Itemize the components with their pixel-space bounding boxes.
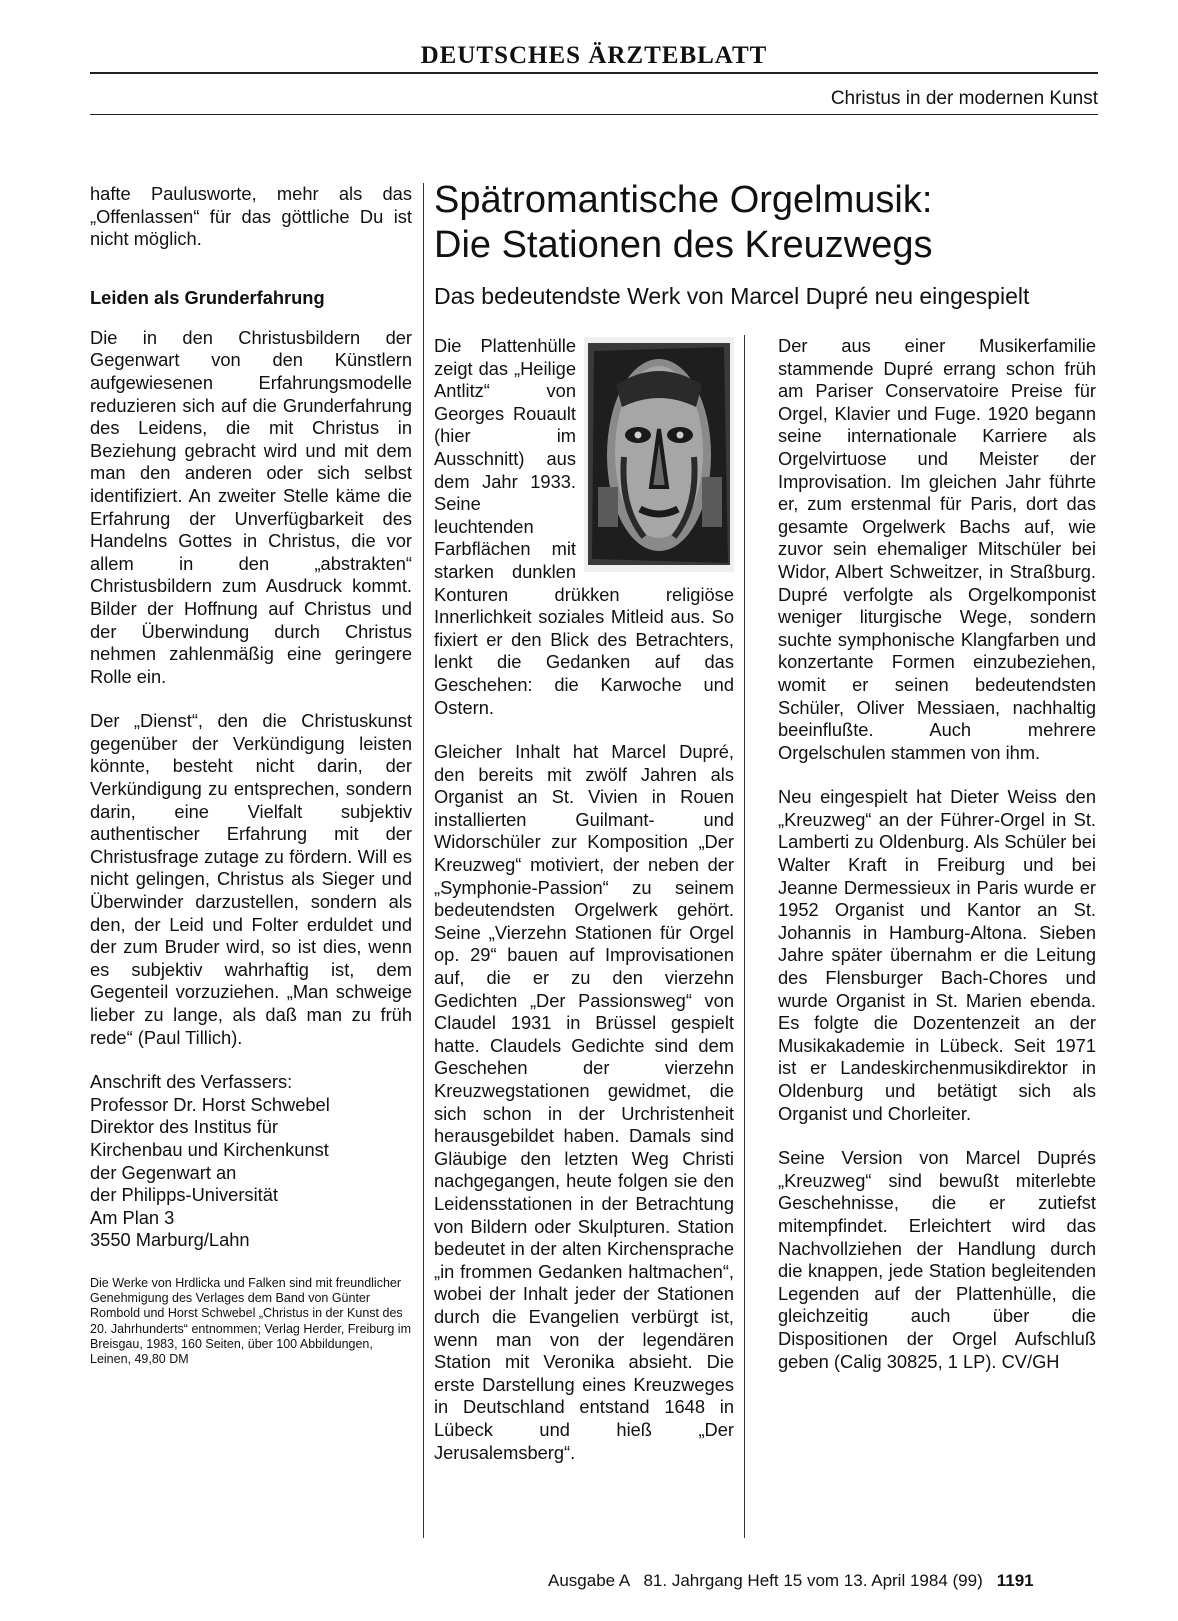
left-paragraph: Der „Dienst“, den die Christuskunst gegenüber der Verkündigung leisten könnte, besteht nicht darin, der Verkündigung zu entsprechen, sondern darin, eine Vielfalt subjektiv authentischer Erfahrung mit der Christusfrage zutage zu fördern. Will es nicht gelingen, Christus als Sieger und Überwinder darzustellen, sondern als den, der Leid und Folter erduldet und der zum Bruder wird, so ist dies, wenn es subjektiv wahrhaftig ist, dem Gegenteil vorzuziehen. „Man schweige lieber zu lange, als daß man zu früh rede“ (Paul Tillich). bbox=[90, 710, 412, 1048]
address-line: Anschrift des Verfassers: bbox=[90, 1071, 293, 1093]
image-credits: Die Werke von Hrdlicka und Falken sind mit freundlicher Genehmigung des Verlages dem Band von Günter Rombold und Horst Schwebel „Christus in der Kunst des 20. Jahrhunderts“ entnommen; Verlag Herder, Freiburg im Breisgau, 1983, 160 Seiten, über 100 Abbildungen, Leinen, 49,80 DM bbox=[90, 1275, 411, 1366]
header-rule-bottom bbox=[90, 114, 1098, 115]
address-line: Kirchenbau und Kirchenkunst bbox=[90, 1138, 329, 1160]
header-rule-top bbox=[90, 72, 1098, 74]
middle-column bbox=[434, 335, 734, 1486]
portrait-artwork bbox=[584, 337, 734, 572]
address-line: der Philipps-Universität bbox=[90, 1184, 278, 1206]
address-line: der Gegenwart an bbox=[90, 1161, 237, 1183]
headline-line: Spätromantische Orgelmusik: bbox=[434, 179, 933, 221]
page-number: 1191 bbox=[996, 1571, 1034, 1590]
article-subheadline: Das bedeutendste Werk von Marcel Dupré neu eingespielt bbox=[434, 283, 1030, 309]
middle-paragraph: Die Plattenhülle zeigt das „Heilige Antlitz“ von Georges Rouault (hier im Ausschnitt) aus dem Jahr 1933. Seine leuchtenden Farbflächen mit starken dunklen Konturen drükken religiöse Innerlichkeit soziales Mitleid aus. So fixiert er den Blick des Betrachters, lenkt die Gedanken auf das Geschehen: die Karwoche und Ostern. bbox=[434, 335, 734, 718]
address-line: Direktor des Institus für bbox=[90, 1116, 278, 1138]
rouault-portrait-image bbox=[584, 337, 734, 572]
section-title: Christus in der modernen Kunst bbox=[830, 88, 1098, 109]
masthead: DEUTSCHES ÄRZTEBLATT bbox=[420, 42, 768, 69]
author-address bbox=[90, 1071, 412, 1252]
right-column bbox=[778, 335, 1096, 1395]
column-divider bbox=[423, 183, 424, 1538]
middle-paragraph: Gleicher Inhalt hat Marcel Dupré, den bereits mit zwölf Jahren als Organist an St. Vivien in Rouen installierten Guilmant- und Widorschüler zur Komposition „Der Kreuzweg“ motiviert, der neben der „Symphonie-Passion“ zu seinem bedeutendsten Orgelwerk gehört. Seine „Vierzehn Stationen für Orgel op. 29“ bauen auf Improvisationen auf, die er zu den vierzehn Gedichten „Der Passionsweg“ von Claudel 1931 in Brüssel gespielt hatte. Claudels Gedichte sind dem Geschehen der vierzehn Kreuzwegstationen gewidmet, die sich schon in der Urchristenheit herausgebildet haben. Damals sind Gläubige den letzten Weg Christi nachgegangen, heute folgen sie den Leidensstationen in der Betrachtung von Bildern oder Skulpturen. Station bedeutet in der alten Kirchensprache „in frommen Gedanken haltmachen“, wobei der Inhalt jeder der Stationen durch die Evangelien verbürgt ist, wenn man von der legendären Station mit Veronika absieht. Die erste Darstellung eines Kreuzweges in Deutschland entstand 1648 in Lübeck und hieß „Der Jerusalemsberg“. bbox=[434, 741, 734, 1463]
right-paragraph: Neu eingespielt hat Dieter Weiss den „Kreuzweg“ an der Führer-Orgel in St. Lamberti zu Oldenburg. Als Schüler bei Walter Kraft in Freiburg und bei Jeanne Dermessieux in Paris wurde er 1952 Organist und Kantor an St. Johannis in Hamburg-Altona. Sieben Jahre später übernahm er die Leitung des Flensburger Bach-Chores und wurde Organist in St. Marien ebenda. Es folgte die Dozentenzeit an der Musikakademie in Lübeck. Seit 1971 ist er Landeskirchenmusikdirektor in Oldenburg und betätigt sich als Organist und Chorleiter. bbox=[778, 786, 1096, 1124]
column-divider bbox=[744, 335, 745, 1538]
page-footer bbox=[548, 1571, 1034, 1591]
left-column bbox=[90, 183, 412, 1367]
address-line: Am Plan 3 bbox=[90, 1206, 175, 1228]
left-paragraph: Die in den Christusbildern der Gegenwart von den Künstlern aufgewiesenen Erfahrungsmodelle reduzieren sich auf die Grunderfahrung des Leidens, die mit Christus in Beziehung gebracht wird und mit dem man den anderen oder sich selbst identifiziert. An zweiter Stelle käme die Erfahrung der Unverfügbarkeit des Handelns Gottes in Christus, die vor allem in den „abstrakten“ Christusbildern zum Ausdruck kommt. Bilder der Hoffnung auf Christus und der Überwindung durch Christus nehmen zahlenmäßig eine geringere Rolle ein. bbox=[90, 326, 412, 687]
issue-info: Ausgabe A 81. Jahrgang Heft 15 vom 13. April 1984 (99) bbox=[548, 1571, 983, 1590]
left-subheading: Leiden als Grunderfahrung bbox=[90, 286, 325, 308]
address-line: Professor Dr. Horst Schwebel bbox=[90, 1093, 330, 1115]
right-paragraph: Der aus einer Musikerfamilie stammende Dupré errang schon früh am Pariser Conservatoire Preise für Orgel, Klavier und Fuge. 1920 begann seine internationale Karriere als Orgelvirtuose und Meister der Improvisation. Im gleichen Jahr führte er, zum erstenmal für Paris, dort das gesamte Orgelwerk Bachs auf, wie zuvor sein ehemaliger Mitschüler bei Widor, Albert Schweitzer, in Straßburg. Dupré verfolgte als Orgelkomponist weniger liturgische Wege, sondern suchte symphonische Klangfarben und konzertante Formen einzubeziehen, womit er seinen bedeutendsten Schüler, Oliver Messiaen, nachhaltig beeinflußte. Auch mehrere Orgelschulen stammen von ihm. bbox=[778, 335, 1096, 763]
left-paragraph-continued: hafte Paulusworte, mehr als das „Offenlassen“ für das göttliche Du ist nicht möglich. bbox=[90, 183, 412, 250]
address-line: 3550 Marburg/Lahn bbox=[90, 1229, 250, 1251]
article-headline bbox=[434, 178, 1094, 268]
headline-line: Die Stationen des Kreuzwegs bbox=[434, 224, 933, 266]
right-paragraph: Seine Version von Marcel Duprés „Kreuzweg“ sind bewußt miterlebte Geschehnisse, die er zutiefst mitempfindet. Erleichtert wird das Nachvollziehen der Handlung durch die knappen, jede Station begleitenden Legenden auf der Plattenhülle, die gleichzeitig auch über die Dispositionen der Orgel Aufschluß geben (Calig 30825, 1 LP). CV/GH bbox=[778, 1147, 1096, 1372]
